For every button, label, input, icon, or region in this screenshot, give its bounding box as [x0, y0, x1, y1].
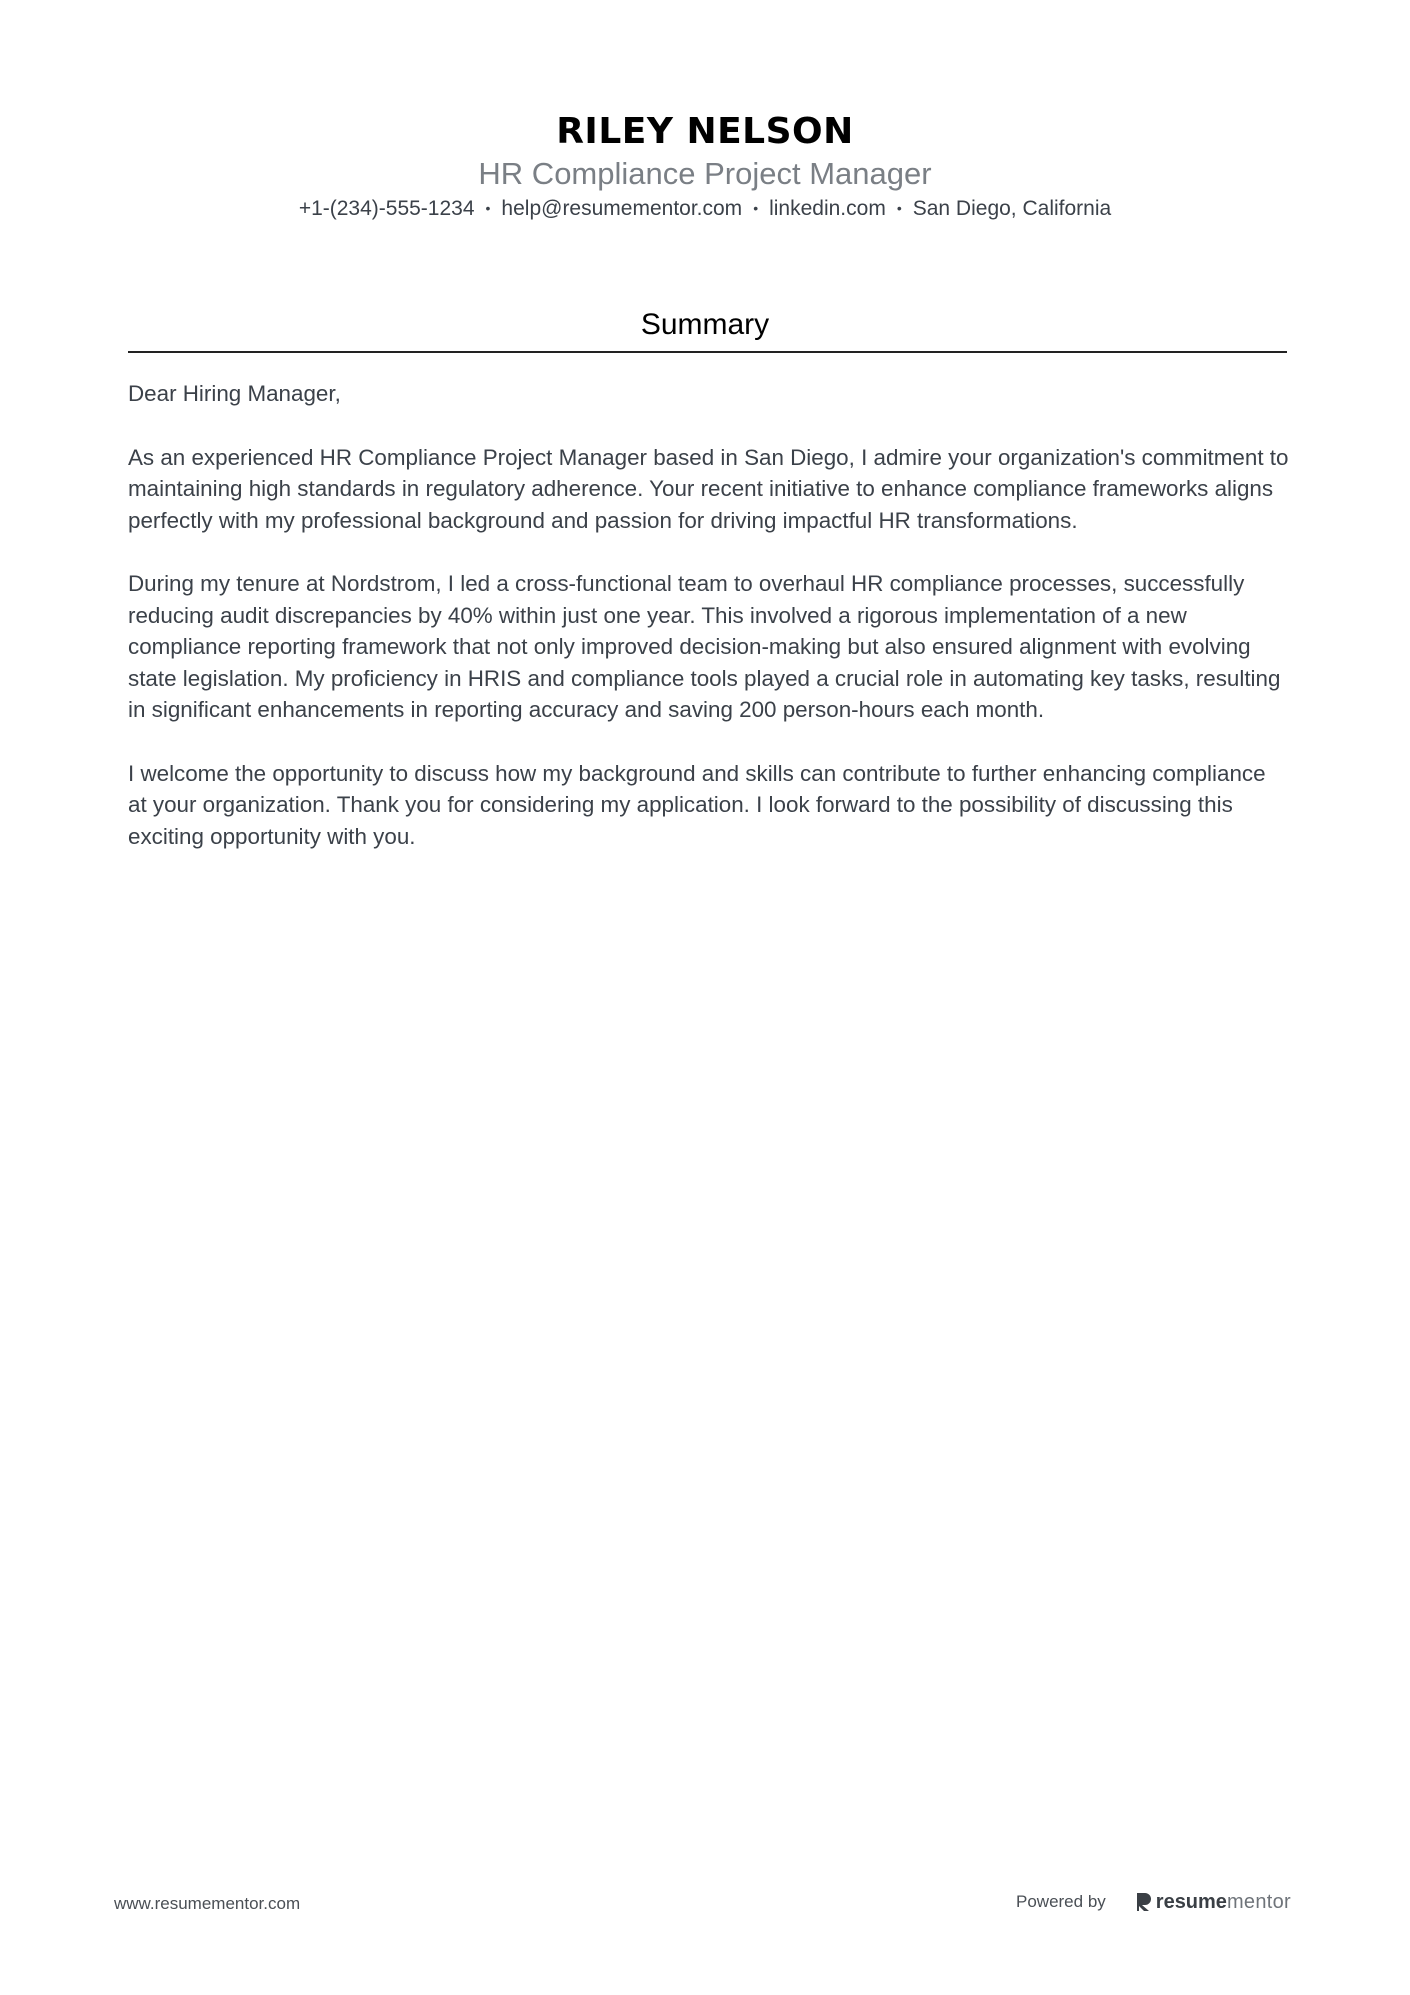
- footer-website-link[interactable]: www.resumementor.com: [114, 1894, 301, 1913]
- powered-by-label: Powered by: [1016, 1892, 1106, 1911]
- separator-dot: •: [485, 200, 491, 216]
- letter-paragraph: I welcome the opportunity to discuss how my background and skills can contribute to further enhancing compliance at your organization. Thank you for considering my application. I look forward to the possibility of discussing this exciting opportunity with you.: [128, 760, 1266, 849]
- letter-paragraph: During my tenure at Nordstrom, I led a cross-functional team to overhaul HR compliance processes, successfully reducing audit discrepancies by 40% within just one year. This involved a rigorous implementation of a new compliance reporting framework that not only improved decision-making but also ensured alignment with evolving state legislation. My proficiency in HRIS and compliance tools played a crucial role in automating key tasks, resulting in significant enhancements in reporting accuracy and saving 200 person-hours each month.: [128, 571, 1281, 722]
- letter-body: [128, 378, 1290, 884]
- header: [0, 110, 1410, 225]
- separator-dot: •: [753, 200, 759, 216]
- salutation: Dear Hiring Manager,: [128, 381, 341, 406]
- section-title: Summary: [640, 308, 770, 341]
- email-address[interactable]: help@resumementor.com: [501, 197, 743, 220]
- linkedin-link[interactable]: linkedin.com: [769, 197, 886, 220]
- logo-word-resume: resume: [1155, 1890, 1227, 1913]
- job-title: HR Compliance Project Manager: [478, 156, 932, 191]
- location: San Diego, California: [912, 197, 1112, 220]
- section-divider: [128, 351, 1287, 353]
- separator-dot: •: [896, 200, 902, 216]
- resumementor-logo-icon: [1136, 1892, 1152, 1912]
- logo-word-mentor: mentor: [1226, 1890, 1291, 1913]
- candidate-name: RILEY NELSON: [556, 111, 854, 152]
- footer-branding: [1016, 1890, 1291, 1914]
- resumementor-logo[interactable]: [1136, 1891, 1291, 1914]
- phone-number: +1-(234)-555-1234: [298, 197, 475, 220]
- letter-paragraph: As an experienced HR Compliance Project Manager based in San Diego, I admire your organization's commitment to maintaining high standards in regulatory adherence. Your recent initiative to enhance compliance frameworks aligns perfectly with my professional background and passion for driving impactful HR transformations.: [128, 444, 1289, 533]
- contact-line: [0, 194, 1410, 225]
